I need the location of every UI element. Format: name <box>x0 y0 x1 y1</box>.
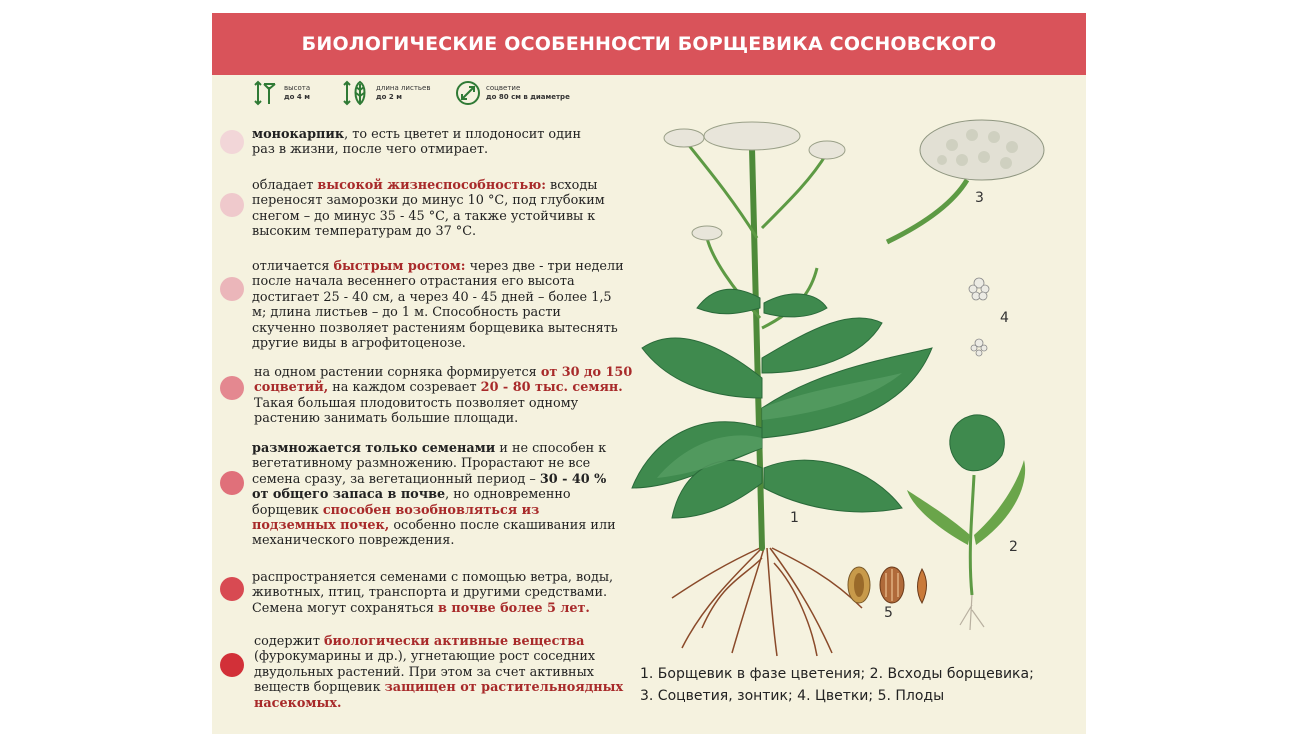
bullet-dot <box>220 277 244 301</box>
fact-text: , то есть цветет и плодоносит один раз в жизни, после чего отмирает. <box>252 127 582 158</box>
bullet-dot <box>220 376 244 400</box>
bullet-dot <box>220 653 244 677</box>
stat-umbel <box>454 77 570 109</box>
fact-text: и не способен к вегетативному размножению. Прорастают не все семена сразу, за вегетационный период – <box>252 441 607 487</box>
fact-text: монокарпик <box>252 127 345 142</box>
leaf-length-icon <box>342 79 372 107</box>
bullet-dot <box>220 130 244 154</box>
fact-highlight: биологически активные вещества <box>323 634 585 649</box>
bullet-dot <box>220 577 244 601</box>
height-arrow-icon <box>252 79 280 107</box>
fact-fertility <box>254 365 640 427</box>
fact-highlight: 20 - 80 тыс. семян. <box>480 380 623 396</box>
fact-bold: 30 - 40 % от общего запаса в почве <box>252 471 607 503</box>
fact-reproduction <box>252 441 620 549</box>
stat-umbel-label: соцветие <box>486 84 521 92</box>
fruits-illustration <box>844 561 934 609</box>
fact-spread <box>252 570 624 616</box>
stats-row <box>252 77 632 109</box>
poster <box>212 13 1086 734</box>
stat-leaf-label: длина листьев <box>376 84 431 92</box>
figure-caption <box>640 663 1080 707</box>
caption-line-2: 3. Соцветия, зонтик; 4. Цветки; 5. Плоды <box>640 688 945 704</box>
fact-growth <box>252 259 628 351</box>
fact-text: обладает <box>252 178 318 193</box>
fact-highlight: высокой жизнеспособностью: <box>317 178 546 193</box>
figure-number: 3 <box>975 190 984 206</box>
fact-text: особенно после скашивания или механического повреждения. <box>252 518 616 549</box>
umbel-diameter-icon <box>454 79 482 107</box>
fact-text: содержит <box>254 634 324 649</box>
fact-vitality <box>252 178 612 240</box>
fact-chemistry <box>254 634 638 711</box>
fact-text: распространяется семенами с помощью ветра, воды, животных, птиц, транспорта и другими средствами. Семена могут сохраняться <box>252 570 614 616</box>
figure-number: 4 <box>1000 310 1009 326</box>
fact-text: всходы переносят заморозки до минус 10 °С, под глубоким снегом – до минус 35 - 45 °С, а также устойчивы к высоким температурам до 37 °С. <box>252 178 605 240</box>
fact-highlight: в почве более 5 лет. <box>438 600 590 616</box>
figure-number: 5 <box>884 605 893 621</box>
fact-text: (фурокумарины и др.), угнетающие рост соседних двудольных растений. При этом за счет активных веществ борщевик <box>254 649 596 696</box>
fact-highlight: быстрым ростом: <box>333 259 466 274</box>
caption-line-1: 1. Борщевик в фазе цветения; 2. Всходы борщевика; <box>640 666 1034 682</box>
stat-height-value: до 4 м <box>284 93 310 101</box>
stat-umbel-value: до 80 см в диаметре <box>486 93 570 101</box>
fact-text: Такая большая плодовитость позволяет одному растению занимать большие площади. <box>254 395 579 427</box>
fact-text: на каждом созревает <box>328 380 481 396</box>
fact-text: через две - три недели после начала весеннего отрастания его высота достигает 25 - 40 см, а через 40 - 45 дней – более 1,5 м; длина листьев – до 1 м. Способность расти скученно позволяет растениям борщевика вытеснять другие виды в агрофитоценозе. <box>252 259 624 352</box>
fact-monocarpic <box>252 127 602 158</box>
fact-bold: размножается только семенами <box>252 441 496 456</box>
figure-number: 1 <box>790 510 799 526</box>
fact-highlight: способен возобновляться из подземных почек, <box>252 502 540 534</box>
fact-text: , но одновременно борщевик <box>252 487 571 518</box>
stat-leaf-value: до 2 м <box>376 93 402 101</box>
fact-text: на одном растении сорняка формируется <box>254 365 541 380</box>
bullet-dot <box>220 471 244 495</box>
figure-number: 2 <box>1009 539 1018 555</box>
bullet-dot <box>220 193 244 217</box>
fact-text: отличается <box>252 259 334 274</box>
umbel-illustration <box>882 105 1052 255</box>
stat-height-label: высота <box>284 84 311 92</box>
stat-height <box>252 77 310 109</box>
stat-leaf <box>342 77 430 109</box>
flower-illustration <box>964 271 994 361</box>
fact-highlight: защищен от растительноядных насекомых. <box>254 680 624 711</box>
page-title: БИОЛОГИЧЕСКИЕ ОСОБЕННОСТИ БОРЩЕВИКА СОСНОВСКОГО <box>212 13 1086 75</box>
fact-highlight: от 30 до 150 соцветий, <box>254 365 633 396</box>
